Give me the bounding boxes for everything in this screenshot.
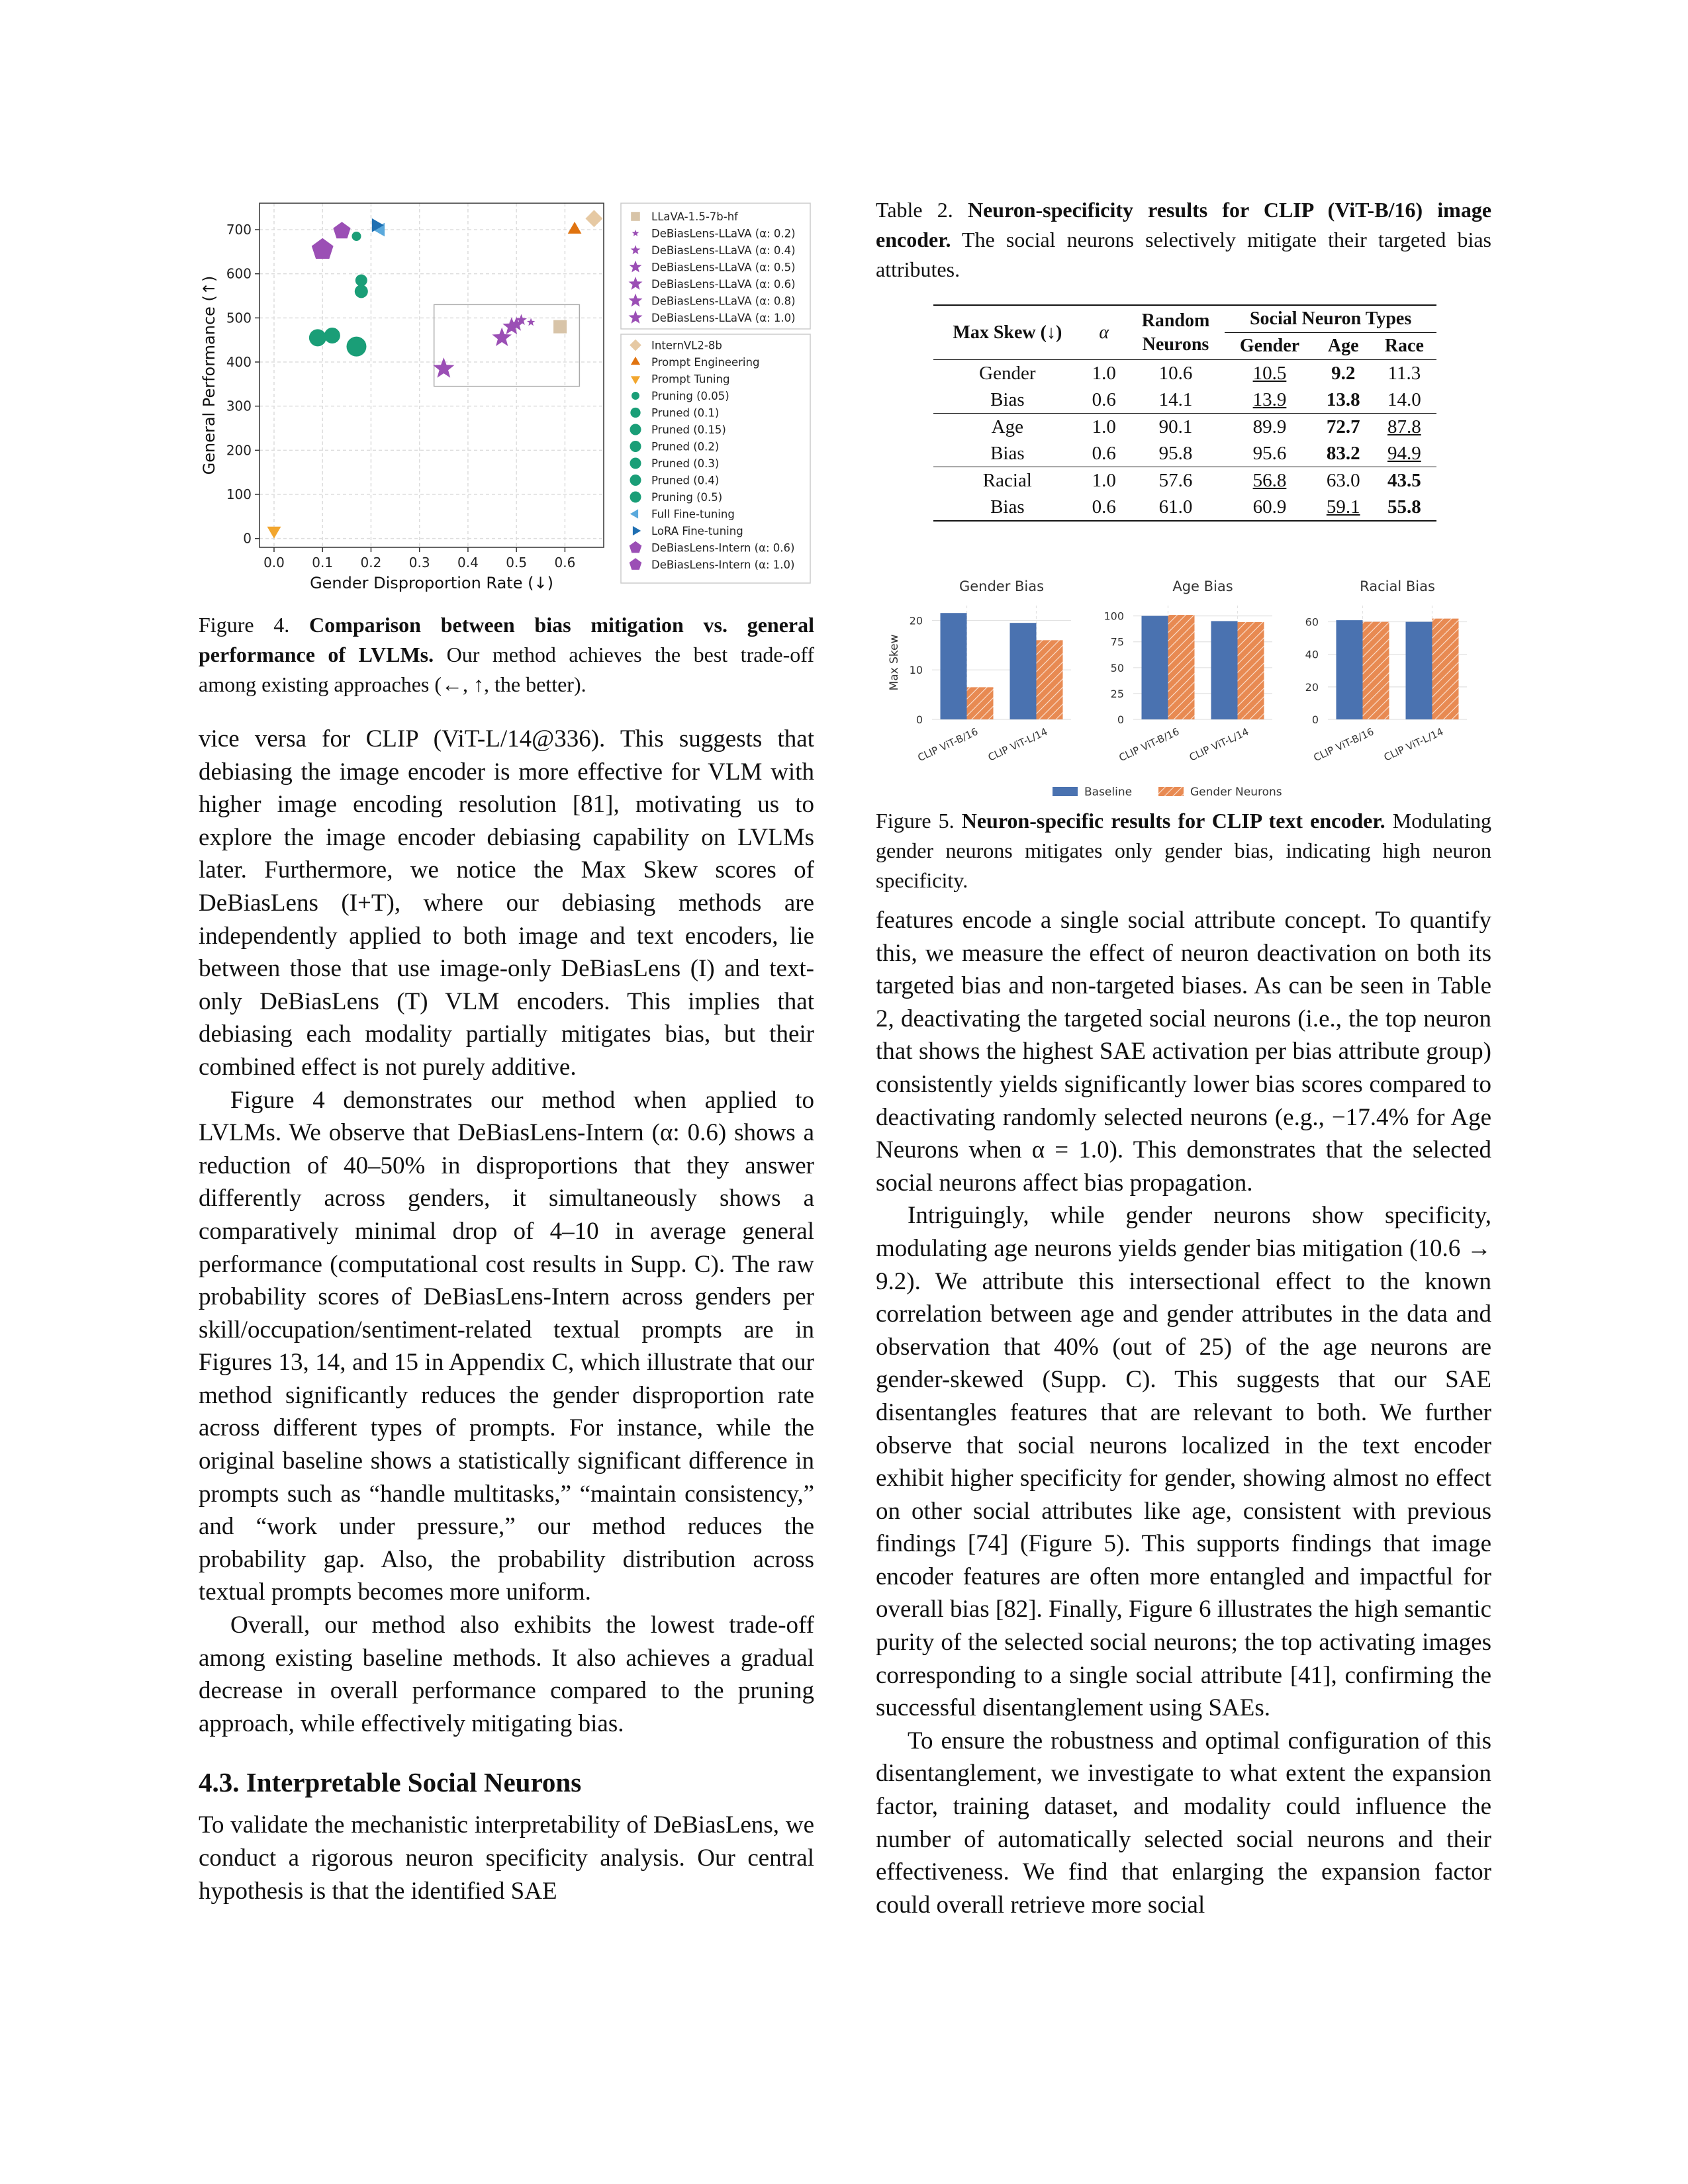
bar-panel [1305,578,1467,764]
legend-label: DeBiasLens-Intern (α: 1.0) [651,559,795,571]
y-tick-label: 75 [1110,635,1124,649]
left-column [199,723,814,1907]
x-tick-label: CLIP ViT-L/14 [986,725,1050,764]
x-tick-label: CLIP ViT-B/16 [1117,725,1182,764]
bar-gender-neurons [1037,640,1063,719]
y-axis-label: Max Skew [888,634,901,691]
y-tick-label: 10 [909,664,923,677]
figure-5-svg [880,566,1489,804]
col-random: Random Neurons [1141,310,1210,355]
section-heading: 4.3. Interpretable Social Neurons [199,1767,582,1798]
legend-marker [630,441,641,452]
paragraph: Intriguingly, while gender neurons show specificity, modulating age neurons yields gender bias mitigation (10.6 → 9.2). We attribute this intersectional effect to the known correlation between age and gender attributes in the data and observation that 40% (out of 25) of the age neurons are gender-skewed (Supp. C). This suggests that our SAE disentangles features that are relevant to both. We further observe that social neurons localized in the text encoder exhibit higher specificity for gender, showing almost no effect on other social attributes like age, consistent with previous findings [74] (Figure 5). This supports findings that image encoder features are often more entangled and impactful for overall bias [82]. Finally, Figure 6 illustrates the high semantic purity of the selected social neurons; the top activating images corresponding to a single social attribute [41], confirming the successful disentanglement using SAEs. [876,1202,1491,1722]
y-tick-label: 300 [226,398,252,414]
bar-panel [1103,578,1272,764]
table-row: Gender 1.0 10.6 10.5 9.2 11.3 [979,363,1421,384]
y-tick-label: 60 [1305,615,1319,629]
x-tick-label: 0.1 [312,555,334,570]
x-tick-label: CLIP ViT-B/16 [1311,725,1376,764]
paragraph: Figure 4 demonstrates our method when applied to LVLMs. We observe that DeBiasLens-Intern (α: 0.6) shows a reduction of 40–50% in disproportions that they answer differently across genders, it simultaneously shows a comparatively minimal drop of 4–10 in average general performance (computational cost results in Supp. C). The raw probability scores of DeBiasLens-Intern across genders per skill/occupation/sentiment-related textual prompts are in Figures 13, 14, and 15 in Appendix C, which illustrate that our method significantly reduces the gender disproportion rate across different types of prompts. For instance, while the original baseline shows a statistically significant difference in prompts such as “handle multitasks,” “maintain consistency,” and “work under pressure,” our method reduces the probability gap. Also, the probability distribution across textual prompts becomes more uniform. [199,1086,814,1606]
x-tick-label: CLIP ViT-L/14 [1187,725,1251,764]
x-tick-label: 0.5 [506,555,528,570]
legend-marker [630,475,641,486]
bar-baseline [1406,622,1432,719]
table-row: Age 1.0 90.1 89.9 72.7 87.8 [991,416,1421,437]
legend-label: DeBiasLens-LLaVA (α: 0.8) [651,295,796,308]
caption-bold: Neuron-specific results for CLIP text encoder. [961,809,1385,833]
legend-label: InternVL2-8b [651,339,722,352]
legend-label: Baseline [1084,786,1133,799]
zoom-box [434,304,580,386]
y-tick-label: 40 [1305,648,1319,661]
data-point [352,232,361,241]
bar-gender-neurons [1168,615,1195,719]
x-tick-label: CLIP ViT-B/16 [915,725,980,764]
bar-panel [888,578,1071,764]
caption-rest: Modulating gender neurons mitigates only gender bias, indicating high neuron specificity. [876,809,1492,892]
data-point [324,328,340,343]
y-tick-label: 600 [226,265,252,282]
legend-marker [631,212,640,221]
legend-label: DeBiasLens-LLaVA (α: 0.2) [651,227,796,240]
bar-baseline [1211,621,1238,719]
legend-label: Pruned (0.2) [651,440,720,453]
y-tick-label: 100 [1103,610,1124,623]
table-row: Racial 1.0 57.6 56.8 63.0 43.5 [982,470,1421,491]
legend-label: Pruning (0.5) [651,491,723,504]
x-tick-label: 0.3 [408,555,430,570]
data-point [355,285,368,298]
y-tick-label: 500 [226,310,252,326]
data-point [309,329,326,346]
caption-bold: Neuron-specificity results for CLIP (ViT-B/16) image encoder. [876,198,1492,251]
table-row: Bias 0.6 14.1 13.9 13.8 14.0 [933,387,1436,414]
panel-title: Age Bias [1172,578,1233,594]
bar-gender-neurons [967,687,994,719]
caption-label: Figure 4. [199,613,290,637]
bar-baseline [1142,616,1168,719]
col-gender: Gender [1239,336,1300,356]
legend-label: Pruned (0.15) [651,424,726,436]
legend-label: Gender Neurons [1190,786,1282,799]
legend-label: Pruned (0.3) [651,457,720,470]
table-2-caption [876,195,1491,285]
figure-5-chart [880,566,1489,804]
table-2 [933,304,1436,522]
data-point [585,210,602,227]
legend-label: Pruned (0.1) [651,406,720,420]
caption-label: Figure 5. [876,809,955,833]
data-point [568,222,582,234]
data-point [527,318,535,326]
panel-title: Gender Bias [959,578,1045,594]
paragraph: vice versa for CLIP (ViT-L/14@336). This suggests that debiasing the image encoder is more effective for VLM with higher image encoding resolution [81], motivating us to explore the image encoder debiasing capability on LVLMs later. Furthermore, we notice the Max Skew scores of DeBiasLens (I+T), where our debiasing methods are independently applied to both image and text encoders, lie between those that use image-only DeBiasLens (I) and text-only DeBiasLens (T) VLM encoders. This implies that debiasing each modality partially mitigates bias, but their combined effect is not purely additive. [199,725,814,1081]
y-tick-label: 50 [1110,661,1124,674]
plot-frame [259,203,604,547]
legend-marker [630,458,641,469]
col-age: Age [1327,336,1359,356]
col-social-types: Social Neuron Types [1225,305,1436,333]
paragraph: To validate the mechanistic interpretability of DeBiasLens, we conduct a rigorous neuron specificity analysis. Our central hypothesis is that the identified SAE [199,1811,814,1905]
results-table [933,304,1436,522]
caption-rest: The social neurons selectively mitigate their targeted bias attributes. [876,228,1492,281]
data-point [346,337,366,357]
bar-baseline [941,613,967,719]
x-tick-label: 0.4 [457,555,479,570]
table-row: Bias 0.6 61.0 60.9 59.1 55.8 [933,494,1436,521]
bar-gender-neurons [1432,619,1459,719]
col-max-skew: Max Skew (↓) [953,322,1062,343]
data-point [355,275,367,287]
caption-label: Table 2. [876,198,953,222]
y-tick-label: 0 [243,530,252,547]
x-tick-label: 0.0 [263,555,285,570]
legend-label: Full Fine-tuning [651,508,735,521]
table-row: Bias 0.6 95.8 95.6 83.2 94.9 [933,440,1436,467]
data-point [433,357,454,378]
legend-label: LoRA Fine-tuning [651,525,743,537]
legend-label: DeBiasLens-Intern (α: 0.6) [651,541,795,555]
legend-label: Prompt Engineering [651,356,760,369]
data-point [312,238,334,259]
x-tick-label: CLIP ViT-L/14 [1382,725,1446,764]
bar-gender-neurons [1238,622,1264,719]
data-point [553,320,567,334]
paragraph: To ensure the robustness and optimal configuration of this disentanglement, we investigate to what extent the expansion factor, training dataset, and modality could influence the number of automatically selected social neurons and their effectiveness. We find that enlarging the expansion factor could overall retrieve more social [876,1727,1491,1919]
legend-swatch [1158,787,1184,796]
legend-label: Pruned (0.4) [651,474,720,487]
y-tick-label: 20 [909,614,923,627]
paragraph: features encode a single social attribute concept. To quantify this, we measure the effect of neuron deactivation on both its targeted bias and non-targeted biases. As can be seen in Table 2, deactivating the targeted social neurons (i.e., the top neuron that shows the highest SAE activation per bias attribute group) consistently yields significantly lower bias scores compared to deactivating randomly selected neurons (e.g., −17.4% for Age Neurons when α = 1.0). This demonstrates that the selected social neurons affect bias propagation. [876,907,1491,1197]
legend-marker [632,392,639,400]
legend-label: DeBiasLens-LLaVA (α: 0.5) [651,261,796,274]
col-alpha: α [1099,322,1109,343]
legend-label: DeBiasLens-LLaVA (α: 0.4) [651,244,796,257]
legend-marker [630,424,641,435]
y-tick-label: 20 [1305,680,1319,694]
data-point [267,527,281,539]
x-axis-label: Gender Disproportion Rate (↓) [310,574,553,592]
legend-label: Pruning (0.05) [651,390,729,402]
y-tick-label: 25 [1110,687,1124,700]
y-tick-label: 0 [1311,713,1319,726]
col-race: Race [1384,336,1424,356]
figure-4-svg [199,195,814,592]
x-tick-label: 0.2 [360,555,382,570]
figure-4-caption [199,610,814,700]
caption-rest: Our method achieves the best trade-off among existing approaches (←, ↑, the better). [199,643,815,696]
right-column [876,904,1491,1921]
bar-baseline [1336,620,1363,719]
y-axis-label: General Performance (↑) [200,275,218,475]
x-tick-label: 0.6 [554,555,576,570]
y-tick-label: 700 [226,222,252,238]
y-tick-label: 0 [1117,713,1124,726]
legend-marker [630,492,641,503]
figure-5-caption [876,806,1491,895]
caption-bold: Comparison between bias mitigation vs. general performance of LVLMs. [199,613,814,666]
y-tick-label: 200 [226,442,252,459]
panel-title: Racial Bias [1360,578,1435,594]
data-point [333,222,350,238]
legend-label: DeBiasLens-LLaVA (α: 1.0) [651,312,796,324]
figure-4-chart [199,195,814,592]
bar-gender-neurons [1363,622,1389,719]
y-tick-label: 0 [915,713,923,726]
y-tick-label: 400 [226,354,252,370]
legend-label: Prompt Tuning [651,373,730,386]
y-tick-label: 100 [226,486,252,502]
paragraph: Overall, our method also exhibits the lowest trade-off among existing baseline methods. It also achieves a gradual decrease in overall performance compared to the pruning approach, while effectively mitigating bias. [199,1612,814,1737]
bar-baseline [1010,623,1037,719]
legend-swatch [1053,787,1078,796]
legend-label: DeBiasLens-LLaVA (α: 0.6) [651,278,796,291]
legend-marker [630,408,640,418]
legend-label: LLaVA-1.5-7b-hf [651,210,738,223]
